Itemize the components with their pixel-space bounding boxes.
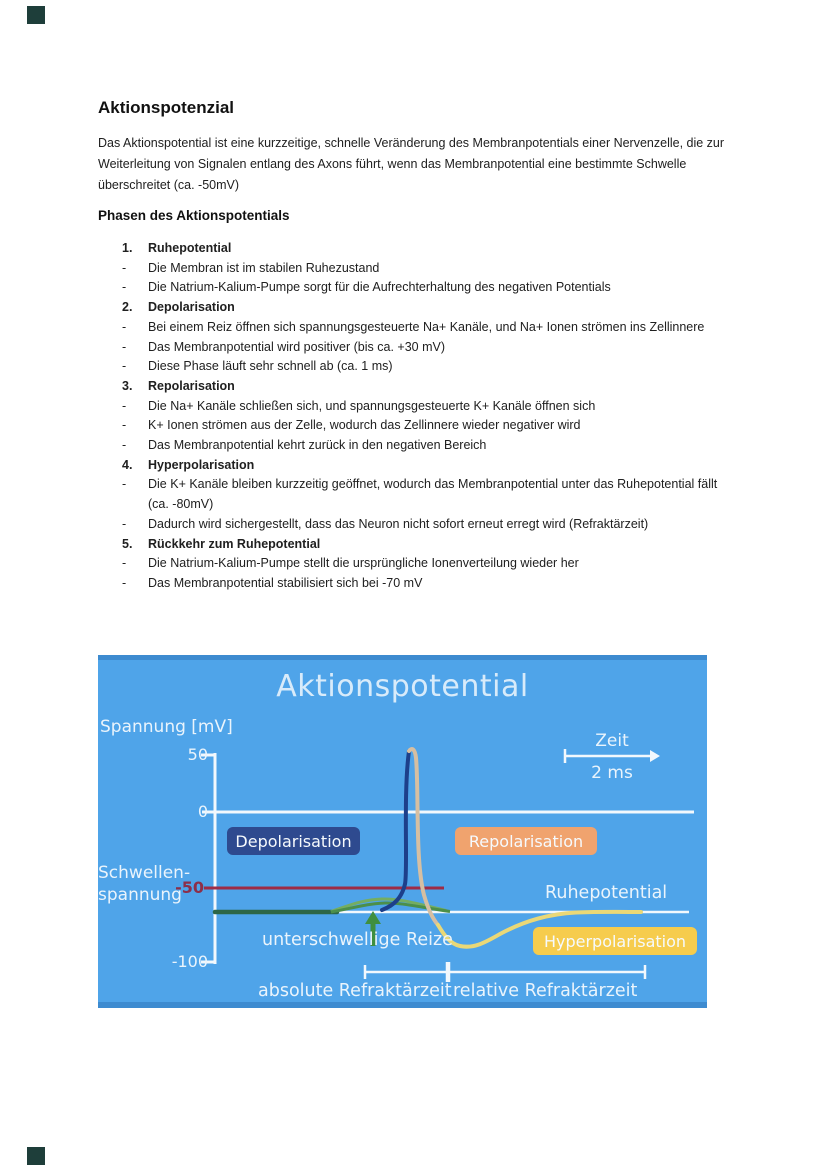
time-arrow-head (650, 750, 660, 762)
repolarisation-badge: Repolarisation (455, 827, 597, 855)
dash-marker: - (122, 438, 127, 453)
list-item-phase (98, 377, 733, 397)
phase-title: Depolarisation (148, 300, 235, 315)
phase-point: Das Membranpotential stabilisiert sich bei -70 mV (148, 575, 423, 590)
list-item (98, 416, 733, 436)
phase-point: Das Membranpotential kehrt zurück in den negativen Bereich (148, 438, 487, 453)
phase-point: Die Natrium-Kalium-Pumpe stellt die ursprüngliche Ionenverteilung wieder her (148, 556, 579, 571)
depolarisation-badge: Depolarisation (227, 827, 360, 855)
dash-marker: - (122, 260, 127, 275)
list-number: 4. (122, 457, 133, 472)
list-item (98, 278, 733, 298)
intro-paragraph: Das Aktionspotential ist eine kurzzeitige, schnelle Veränderung des Membranpotentials einer Nervenzelle, die zur Weiterleitung von Signalen entlang des Axons führt, wenn das Membranpotential eine bestimmte Schwelle überschreitet (ca. -50mV) (98, 136, 725, 192)
time-axis-label: Zeit (595, 731, 629, 751)
phase-point: Bei einem Reiz öffnen sich spannungsgesteuerte Na+ Kanäle, und Na+ Ionen strömen ins Zellinnere (148, 319, 705, 334)
ytick-label-50: 50 (187, 745, 208, 764)
ytick-label-0: 0 (197, 802, 208, 821)
dash-marker: - (122, 418, 127, 433)
figure-title: Aktionspotential (276, 669, 529, 704)
list-item (98, 554, 733, 574)
phase-point: Die Na+ Kanäle schließen sich, und spannungsgesteuerte K+ Kanäle öffnen sich (148, 398, 596, 413)
section-heading: Phasen des Aktionspotentials (98, 208, 290, 223)
subthreshold-stimuli-label: unterschwellige Reize (262, 930, 453, 950)
phase-list (98, 239, 733, 594)
list-item (98, 338, 733, 358)
threshold-voltage-label-line1: Schwellen- (98, 863, 191, 883)
y-axis-label: Spannung [mV] (100, 717, 233, 737)
list-item (98, 357, 733, 377)
dash-marker: - (122, 359, 127, 374)
absolute-refractory-label: absolute Refraktärzeit (258, 981, 452, 1001)
dash-marker: - (122, 477, 127, 492)
page-corner-mark-top (27, 6, 45, 24)
threshold-voltage-label-line2: spannung (98, 885, 182, 905)
phase-point: Die Natrium-Kalium-Pumpe sorgt für die Aufrechterhaltung des negativen Potentials (148, 280, 611, 295)
ytick-label-minus100: -100 (171, 952, 208, 971)
time-scale-label: 2 ms (591, 763, 633, 783)
phase-point: Das Membranpotential wird positiver (bis ca. +30 mV) (148, 339, 445, 354)
list-item-phase (98, 535, 733, 555)
action-potential-figure (98, 655, 707, 1008)
dash-marker: - (122, 516, 127, 531)
list-item (98, 318, 733, 338)
list-number: 2. (122, 300, 133, 315)
threshold-voltage-label (98, 862, 190, 906)
dash-marker: - (122, 398, 127, 413)
list-item (98, 436, 733, 456)
list-item (98, 259, 733, 279)
ytick-label-minus50: -50 (175, 878, 204, 897)
dash-marker: - (122, 339, 127, 354)
phase-point: Die K+ Kanäle bleiben kurzzeitig geöffnet, wodurch das Membranpotential unter das Ruhepotential fällt (ca. -80mV) (148, 477, 718, 512)
dash-marker: - (122, 280, 127, 295)
phase-title: Hyperpolarisation (148, 457, 255, 472)
dash-marker: - (122, 575, 127, 590)
page-title: Aktionspotenzial (98, 98, 235, 117)
phase-point: Dadurch wird sichergestellt, dass das Neuron nicht sofort erneut erregt wird (Refraktärzeit) (148, 516, 649, 531)
depolarisation-curve (382, 751, 409, 910)
list-number: 3. (122, 378, 133, 393)
dash-marker: - (122, 556, 127, 571)
phase-point: Die Membran ist im stabilen Ruhezustand (148, 260, 380, 275)
phase-point: K+ Ionen strömen aus der Zelle, wodurch das Zellinnere wieder negativer wird (148, 418, 581, 433)
repolarisation-curve (409, 749, 438, 925)
relative-refractory-label: relative Refraktärzeit (453, 981, 638, 1001)
resting-potential-label: Ruhepotential (545, 883, 668, 903)
list-item (98, 475, 733, 514)
list-item-phase (98, 239, 733, 259)
phase-title: Repolarisation (148, 378, 235, 393)
list-number: 5. (122, 536, 133, 551)
list-item (98, 397, 733, 417)
page-corner-mark-bottom (27, 1147, 45, 1165)
phase-title: Rückkehr zum Ruhepotential (148, 536, 321, 551)
dash-marker: - (122, 319, 127, 334)
list-item (98, 515, 733, 535)
list-number: 1. (122, 241, 133, 255)
document-content (98, 0, 733, 594)
hyperpolarisation-badge: Hyperpolarisation (533, 927, 697, 955)
phase-point: Diese Phase läuft sehr schnell ab (ca. 1 ms) (148, 359, 393, 374)
list-item (98, 574, 733, 594)
list-item-phase (98, 298, 733, 318)
phase-title: Ruhepotential (148, 241, 232, 255)
list-item-phase (98, 456, 733, 476)
